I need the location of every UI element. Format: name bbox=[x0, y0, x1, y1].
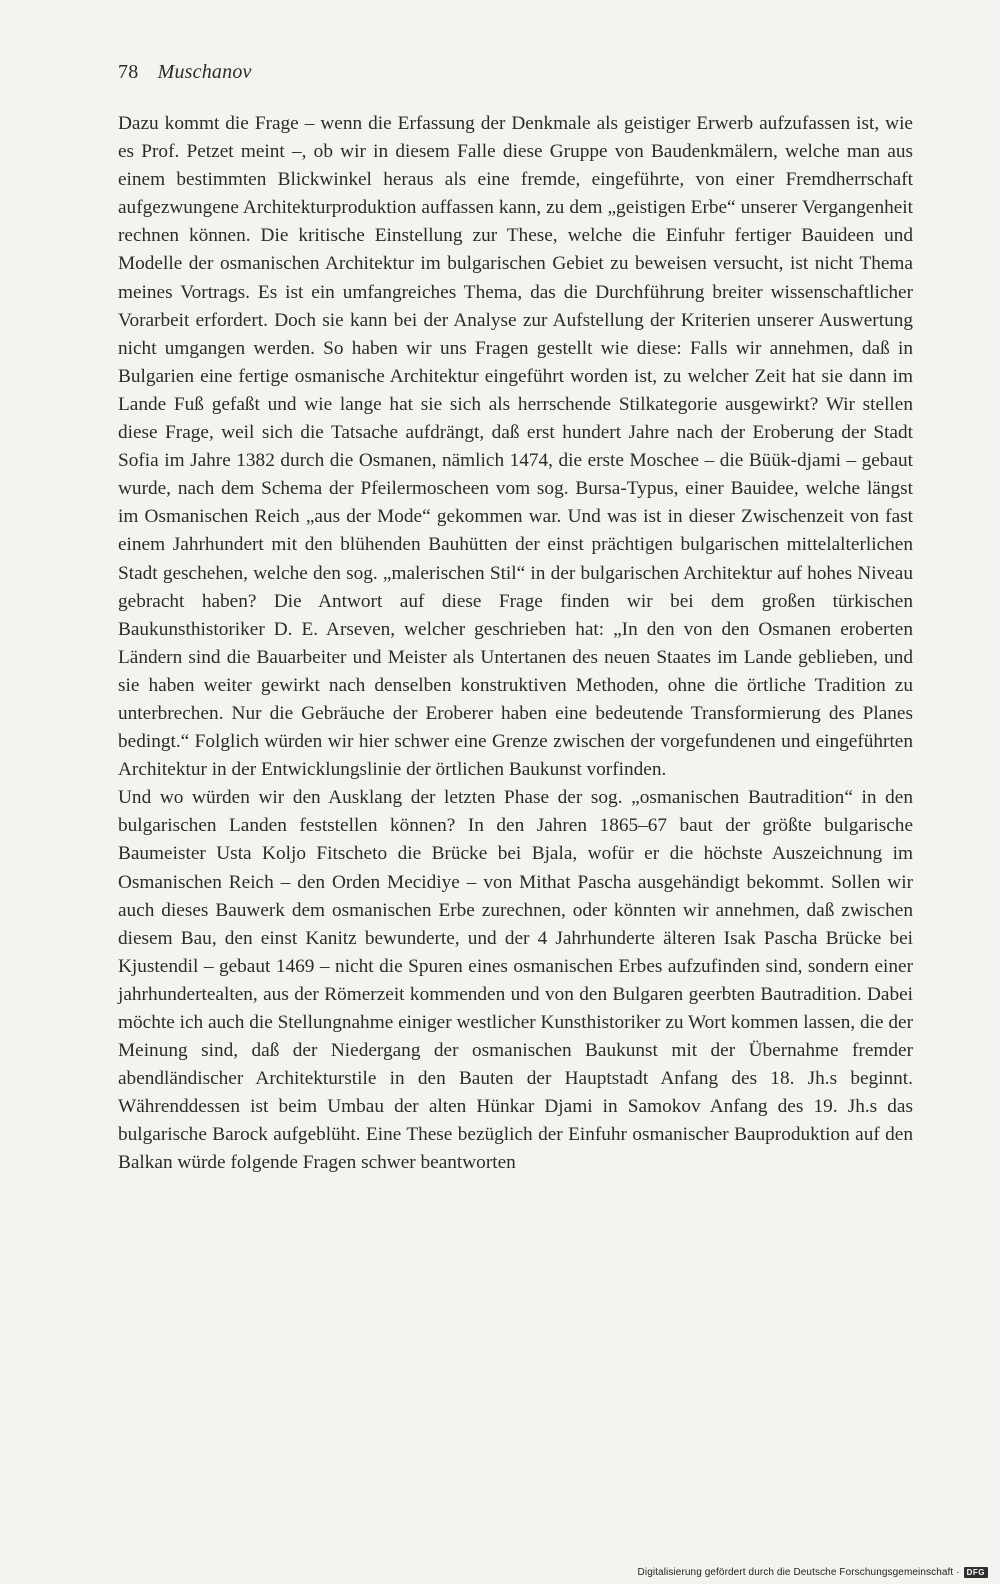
body-text bbox=[118, 110, 913, 1178]
dfg-logo: DFG bbox=[964, 1567, 988, 1578]
paragraph-1: Dazu kommt die Frage – wenn die Erfassung der Denkmale als geistiger Erwerb aufzufassen ist, wie es Prof. Petzet meint –, ob wir in diesem Falle diese Gruppe von Baudenkmälern, welche man aus einem bestimmten Blickwinkel heraus als eine fremde, eingeführte, von einer Fremdherrschaft aufgezwungene Architekturproduktion auffassen kann, zu dem „geistigen Erbe“ unserer Vergangenheit rechnen können. Die kritische Einstellung zur These, welche die Einfuhr fertiger Bauideen und Modelle der osmanischen Architektur im bulgarischen Gebiet zu beweisen versucht, ist nicht Thema meines Vortrags. Es ist ein umfangreiches Thema, das die Durchführung breiter wissenschaftlicher Vorarbeit erfordert. Doch sie kann bei der Analyse zur Aufstellung der Kriterien unserer Auswertung nicht umgangen werden. So haben wir uns Fragen gestellt wie diese: Falls wir annehmen, daß in Bulgarien eine fertige osmanische Architektur eingeführt worden ist, zu welcher Zeit hat sie dann im Lande Fuß gefaßt und wie lange hat sie sich als herrschende Stilkategorie ausgewirkt? Wir stellen diese Frage, weil sich die Tatsache aufdrängt, daß erst hundert Jahre nach der Eroberung der Stadt Sofia im Jahre 1382 durch die Osmanen, nämlich 1474, die erste Moschee – die Büük-djami – gebaut wurde, nach dem Schema der Pfeilermoscheen vom sog. Bursa-Typus, einer Bauidee, welche längst im Osmanischen Reich „aus der Mode“ gekommen war. Und was ist in dieser Zwischenzeit von fast einem Jahrhundert mit den blühenden Bauhütten der einst prächtigen bulgarischen mittelalterlichen Stadt geschehen, welche den sog. „malerischen Stil“ in der bulgarischen Architektur auf hohes Niveau gebracht haben? Die Antwort auf diese Frage finden wir bei dem großen türkischen Baukunsthistoriker D. E. Arseven, welcher geschrieben hat: „In den von den Osmanen eroberten Ländern sind die Bauarbeiter und Meister als Untertanen des neuen Staates im Lande geblieben, und sie haben weiter gewirkt nach denselben konstruktiven Methoden, ohne die örtliche Tradition zu unterbrechen. Nur die Gebräuche der Eroberer haben eine bedeutende Transformierung des Planes bedingt.“ Folglich würden wir hier schwer eine Grenze zwischen der vorgefundenen und eingeführten Architektur in der Entwicklungslinie der örtlichen Baukunst vorfinden. bbox=[118, 113, 913, 781]
page-number: 78 bbox=[118, 61, 139, 83]
page-header bbox=[118, 58, 252, 86]
running-title: Muschanov bbox=[157, 61, 252, 83]
paragraph-2: Und wo würden wir den Ausklang der letzten Phase der sog. „osmanischen Bautradition“ in den bulgarischen Landen feststellen können? In den Jahren 1865–67 baut der größte bulgarische Baumeister Usta Koljo Fitscheto die Brücke bei Bjala, wofür er die höchste Auszeichnung im Osmanischen Reich – den Orden Mecidiye – von Mithat Pascha ausgehändigt bekommt. Sollen wir auch dieses Bauwerk dem osmanischen Erbe zurechnen, oder könnten wir annehmen, daß zwischen diesem Bau, den einst Kanitz bewunderte, und der 4 Jahrhunderte älteren Isak Pascha Brücke bei Kjustendil – gebaut 1469 – nicht die Spuren eines osmanischen Erbes aufzufinden sind, sondern einer jahrhundertealten, aus der Römerzeit kommenden und von den Bulgaren geerbten Bautradition. Dabei möchte ich auch die Stellungnahme einiger westlicher Kunsthistoriker zu Wort kommen lassen, die der Meinung sind, daß der Niedergang der osmanischen Baukunst mit der Übernahme fremder abendländischer Architekturstile in den Bauten der Hauptstadt Anfang des 18. Jh.s beginnt. Währenddessen ist beim Umbau der alten Hünkar Djami in Samokov Anfang des 19. Jh.s das bulgarische Barock aufgeblüht. Eine These bezüglich der Einfuhr osmanischer Bauproduktion auf den Balkan würde folgende Fragen schwer beantworten bbox=[118, 787, 913, 1174]
digitization-credit-text: Digitalisierung gefördert durch die Deutsche Forschungsgemeinschaft · bbox=[637, 1567, 960, 1578]
digitization-credit bbox=[638, 1567, 988, 1578]
